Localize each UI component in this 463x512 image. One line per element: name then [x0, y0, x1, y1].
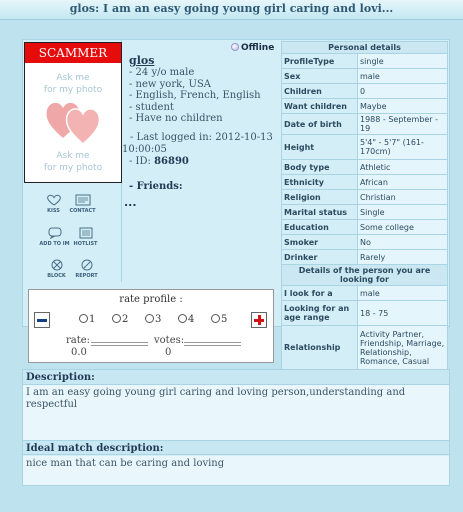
friends-section — [129, 181, 183, 192]
ideal-match-title: Ideal match description: — [23, 440, 449, 455]
rate-bar — [91, 342, 148, 346]
votes-bar — [184, 342, 241, 346]
hotlist-label: HOTLIST — [73, 241, 98, 247]
fact-occupation: - student — [129, 101, 174, 113]
detail-value: single — [358, 54, 448, 69]
fact-age: - 24 y/o male — [129, 67, 195, 78]
detail-key: Children — [282, 84, 358, 99]
votes-value: 0 — [165, 347, 172, 358]
page-title: glos: I am an easy going young girl caring and lovi... — [0, 0, 463, 20]
contact-label: CONTACT — [69, 208, 96, 214]
lookfor-key: Looking for an age range — [282, 301, 358, 326]
detail-value: Rarely — [358, 250, 448, 265]
detail-key: Smoker — [282, 235, 358, 250]
ask-photo-text: Ask me — [56, 73, 90, 83]
detail-value: Christian — [358, 190, 448, 205]
detail-value: Maybe — [358, 99, 448, 114]
ideal-match-text: nice man that can be caring and loving — [23, 456, 449, 485]
rate-value: 0.0 — [71, 347, 87, 358]
friends-more[interactable]: ... — [124, 196, 137, 209]
detail-key: Ethnicity — [282, 175, 358, 190]
detail-key: Want children — [282, 99, 358, 114]
description-section — [22, 369, 450, 486]
lookfor-key: Relationship — [282, 326, 358, 370]
fact-location: - new york, USA — [129, 78, 212, 90]
profile-photo-placeholder[interactable] — [24, 42, 122, 183]
rate-option-4[interactable]: 4 — [178, 314, 194, 325]
online-status — [231, 43, 274, 53]
rate-up-button[interactable] — [251, 312, 267, 328]
rate-option-1[interactable]: 1 — [79, 314, 95, 325]
detail-value: 1988 - September - 19 — [358, 114, 448, 135]
status-dot-icon — [231, 43, 239, 51]
detail-key: Date of birth — [282, 114, 358, 135]
lookfor-value: male — [358, 286, 448, 301]
last-logged — [122, 132, 282, 156]
fact-children: - Have no children — [129, 113, 223, 124]
ask-photo-text: for my photo — [43, 85, 103, 95]
detail-key: Height — [282, 135, 358, 160]
fact-languages: - English, French, English — [129, 90, 261, 101]
rate-option-3[interactable]: 3 — [145, 314, 161, 325]
mail-icon — [75, 194, 91, 206]
rate-option-2[interactable]: 2 — [112, 314, 128, 325]
contact-button[interactable] — [58, 194, 107, 214]
lookfor-value: 18 - 75 — [358, 301, 448, 326]
detail-value: male — [358, 69, 448, 84]
hearts-icon — [45, 98, 101, 146]
scammer-badge: SCAMMER — [25, 43, 121, 63]
detail-value: Single — [358, 205, 448, 220]
description-text: I am an easy going young girl caring and loving person,understanding and respectful — [23, 385, 449, 440]
id-label: - ID: — [129, 156, 151, 167]
detail-key: Body type — [282, 160, 358, 175]
id-value: 86890 — [154, 156, 189, 167]
rate-down-button[interactable] — [34, 312, 50, 328]
detail-value: 5'4" - 5'7" (161-170cm) — [358, 135, 448, 160]
personal-details-table — [281, 41, 448, 370]
last-logged-date: - Last logged in: 2012-10-13 — [130, 132, 273, 143]
detail-value: No — [358, 235, 448, 250]
friends-label: - Friends: — [129, 181, 183, 192]
detail-key: Sex — [282, 69, 358, 84]
detail-value: African — [358, 175, 448, 190]
add-to-im-label: ADD TO IM — [39, 241, 70, 247]
detail-value: Some college — [358, 220, 448, 235]
detail-key: Religion — [282, 190, 358, 205]
list-icon — [78, 227, 94, 239]
personal-details-title: Personal details — [282, 42, 448, 54]
ask-photo-text: for my photo — [43, 163, 103, 173]
detail-key: Marital status — [282, 205, 358, 220]
status-label: Offline — [241, 43, 275, 53]
last-logged-time: 10:00:05 — [122, 144, 167, 155]
rate-profile-widget — [28, 289, 274, 363]
description-title: Description: — [23, 370, 449, 385]
hotlist-button[interactable] — [61, 227, 110, 247]
detail-value: Athletic — [358, 160, 448, 175]
profile-id — [129, 156, 189, 167]
detail-key: Drinker — [282, 250, 358, 265]
kiss-label: KISS — [47, 208, 60, 214]
rate-option-5[interactable]: 5 — [211, 314, 227, 325]
report-button[interactable] — [62, 259, 111, 279]
rate-title: rate profile : — [119, 294, 183, 305]
detail-key: ProfileType — [282, 54, 358, 69]
username-link[interactable]: glos — [129, 54, 155, 67]
block-label: BLOCK — [47, 273, 66, 279]
looking-for-title: Details of the person you are looking for — [282, 265, 448, 286]
lookfor-value: Activity Partner, Friendship, Marriage, Relationship, Romance, Casual — [358, 326, 448, 370]
detail-value: 0 — [358, 84, 448, 99]
ask-photo-text: Ask me — [56, 151, 90, 161]
profile-facts — [129, 67, 261, 125]
report-label: REPORT — [75, 273, 98, 279]
votes-label: votes: — [154, 335, 185, 346]
rate-label: rate: — [66, 335, 91, 346]
lookfor-key: I look for a — [282, 286, 358, 301]
detail-key: Education — [282, 220, 358, 235]
report-icon — [79, 259, 95, 271]
